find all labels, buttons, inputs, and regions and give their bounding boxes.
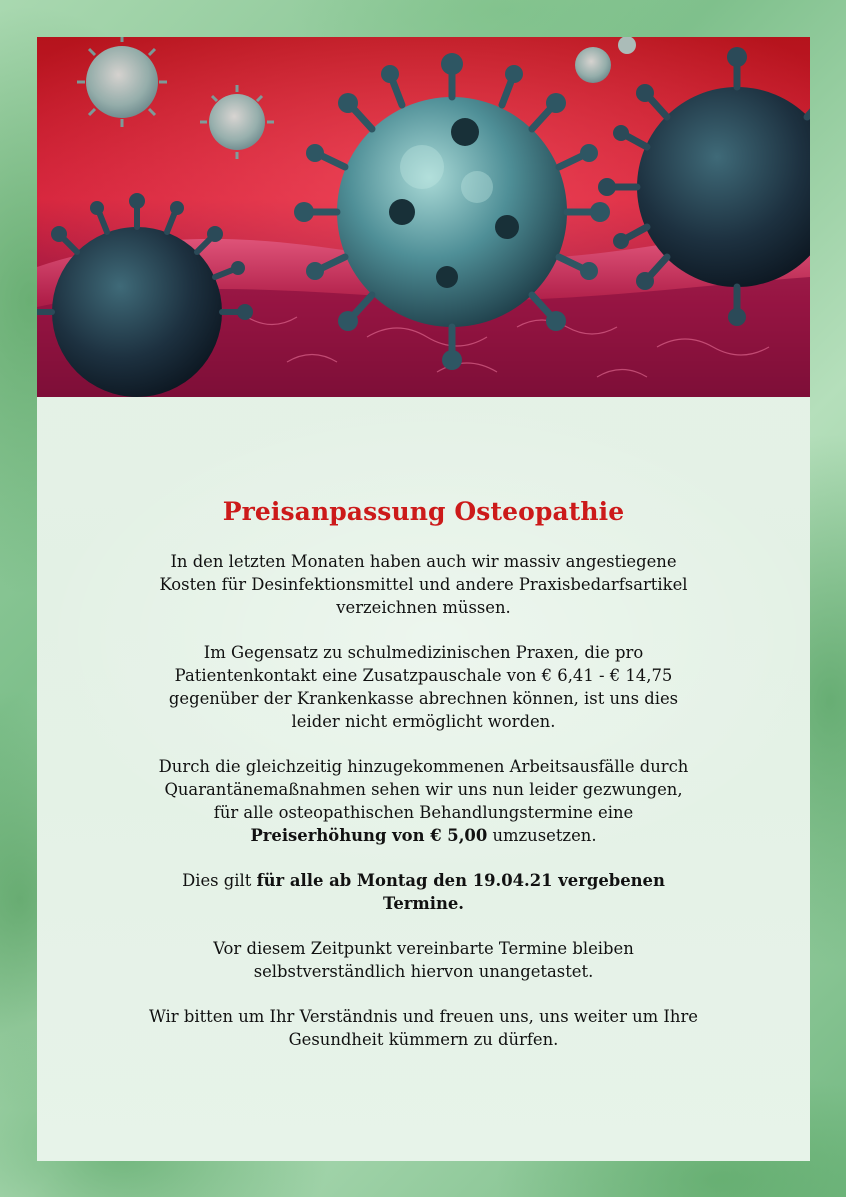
text-line: Gesundheit kümmern zu dürfen. [288, 1030, 559, 1049]
text-line [37, 824, 810, 847]
flyer-card [37, 37, 810, 1161]
text-line: gegenüber der Krankenkasse abrechnen können, ist uns dies [168, 689, 679, 708]
text-line: Quarantänemaßnahmen sehen wir uns nun leider gezwungen, [164, 780, 683, 799]
text-line: Im Gegensatz zu schulmedizinischen Praxen, die pro [203, 643, 644, 662]
paragraph-costs [37, 550, 810, 619]
text-line: leider nicht ermöglicht worden. [291, 712, 556, 731]
text-line: Kosten für Desinfektionsmittel und andere Praxisbedarfsartikel [159, 575, 688, 594]
price-increase-highlight: Preiserhöhung von € 5,00 [250, 826, 488, 845]
text-fragment: umzusetzen. [487, 826, 597, 845]
text-line [37, 892, 810, 915]
flyer-content [37, 497, 810, 1073]
text-line: für alle osteopathischen Behandlungstermine eine [213, 803, 634, 822]
page-title: Preisanpassung Osteopathie [222, 497, 625, 526]
text-fragment: Dies gilt [182, 871, 257, 890]
text-line: verzeichnen müssen. [336, 598, 511, 617]
text-line: selbstverständlich hiervon unangetastet. [253, 962, 594, 981]
text-line: Vor diesem Zeitpunkt vereinbarte Termine bleiben [213, 939, 634, 958]
effective-date-highlight: Termine. [383, 894, 464, 913]
paragraph-effective-date [37, 869, 810, 915]
coronavirus-illustration [37, 37, 810, 397]
paragraph-existing-appointments [37, 937, 810, 983]
text-line: Durch die gleichzeitig hinzugekommenen Arbeitsausfälle durch [158, 757, 689, 776]
paragraph-closing [37, 1005, 810, 1051]
paragraph-price-increase [37, 755, 810, 847]
effective-date-highlight: für alle ab Montag den 19.04.21 vergebenen [256, 871, 665, 890]
paragraph-comparison [37, 641, 810, 733]
text-line: Patientenkontakt eine Zusatzpauschale von € 6,41 - € 14,75 [174, 666, 673, 685]
text-line [37, 869, 810, 892]
text-line: In den letzten Monaten haben auch wir massiv angestiegene [170, 552, 677, 571]
text-line: Wir bitten um Ihr Verständnis und freuen uns, uns weiter um Ihre [148, 1007, 698, 1026]
